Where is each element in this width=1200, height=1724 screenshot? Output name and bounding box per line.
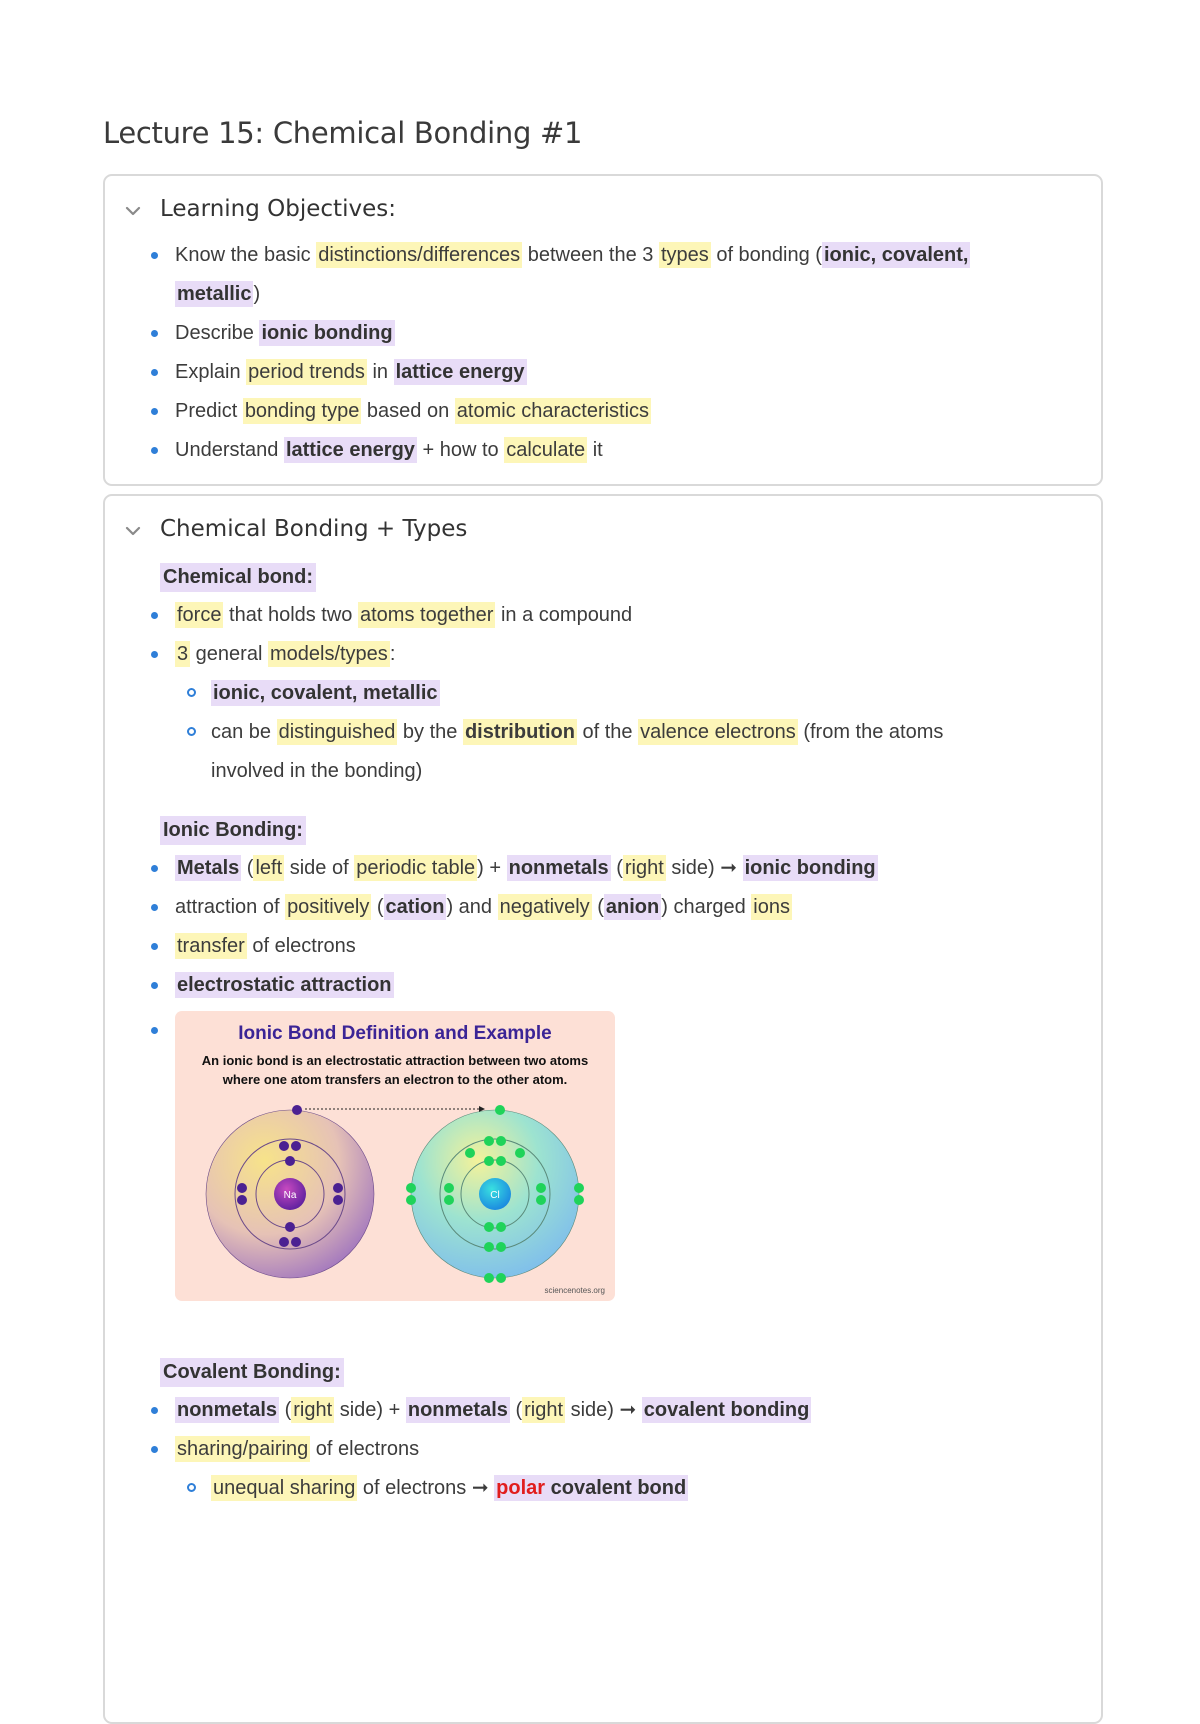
covalent-sublist <box>211 1469 1051 1508</box>
list-item <box>175 1011 1075 1301</box>
chevron-down-icon[interactable] <box>123 521 143 541</box>
ionic-bonding-list <box>175 849 1075 1301</box>
objectives-list <box>175 236 1075 470</box>
covalent-bonding-list <box>175 1391 1075 1508</box>
list-item: ionic, covalent, metallic <box>211 674 1051 713</box>
atoms-illustration <box>175 1011 615 1301</box>
ionic-bonding-heading: Ionic Bonding: <box>160 816 306 845</box>
list-item: Know the basic distinctions/differences between the 3 types of bonding ( ionic, covalent, metallic ) <box>175 236 1075 314</box>
learning-objectives-title: Learning Objectives: <box>160 196 396 222</box>
list-item: sharing/pairing of electrons unequal sharing of electrons ➞ polar covalent bond <box>175 1430 1075 1508</box>
list-item: Metals ( left side of periodic table ) + nonmetals ( right side) ➞ ionic bonding <box>175 849 1075 888</box>
list-item: Explain period trends in lattice energy <box>175 353 1075 392</box>
chevron-down-icon[interactable] <box>123 201 143 221</box>
svg-text:Cl: Cl <box>490 1190 500 1201</box>
ionic-bond-diagram <box>175 1011 615 1301</box>
list-item: 3 general models/types : ionic, covalent, metallic can be distinguished by the distribution of the valence electrons (from the atoms involved in the bonding) <box>175 635 1075 791</box>
list-item: force that holds two atoms together in a compound <box>175 596 1075 635</box>
list-item: electrostatic attraction <box>175 966 1075 1005</box>
image-credit: sciencenotes.org <box>544 1286 605 1295</box>
list-item: Understand lattice energy + how to calculate it <box>175 431 1075 470</box>
chemical-bond-sublist <box>211 674 1051 791</box>
list-item: can be distinguished by the distribution of the valence electrons (from the atoms involved in the bonding) <box>211 713 1051 791</box>
chemical-bonding-title: Chemical Bonding + Types <box>160 516 468 542</box>
svg-text:Na: Na <box>283 1190 297 1201</box>
learning-objectives-card <box>103 174 1103 486</box>
list-item: Describe ionic bonding <box>175 314 1075 353</box>
diagram-caption: An ionic bond is an electrostatic attraction between two atoms where one atom transfers an electron to the other atom. <box>201 1053 589 1087</box>
diagram-title: Ionic Bond Definition and Example <box>238 1023 552 1044</box>
list-item: nonmetals ( right side) + nonmetals ( right side) ➞ covalent bonding <box>175 1391 1075 1430</box>
list-item: transfer of electrons <box>175 927 1075 966</box>
list-item: Predict bonding type based on atomic characteristics <box>175 392 1075 431</box>
covalent-bonding-heading: Covalent Bonding: <box>160 1358 344 1387</box>
chemical-bonding-card <box>103 494 1103 1724</box>
list-item: unequal sharing of electrons ➞ polar covalent bond <box>211 1469 1051 1508</box>
list-item: attraction of positively ( cation ) and negatively ( anion ) charged ions <box>175 888 1075 927</box>
chemical-bond-heading: Chemical bond: <box>160 563 316 592</box>
chemical-bond-list <box>175 596 1075 791</box>
page-title: Lecture 15: Chemical Bonding #1 <box>103 116 583 150</box>
